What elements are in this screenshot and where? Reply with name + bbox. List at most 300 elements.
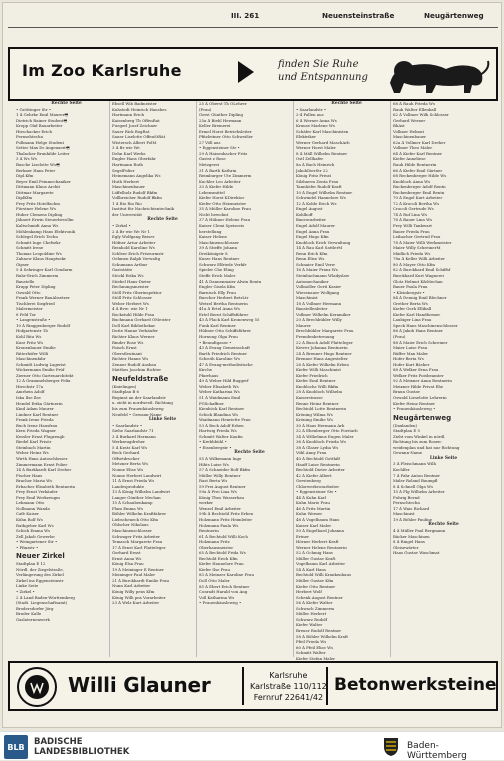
directory-entry: Gerstenberg (296, 478, 321, 484)
directory-entry: 4 ∆ Müller Paul Bergmann (393, 528, 446, 534)
state-name: Baden-Württemberg (407, 741, 467, 761)
directory-entry: 37 ∆ Hübner Helene Frau (199, 217, 251, 223)
directory-entry: Schroth Karoline Ws (199, 356, 240, 362)
directory-entry: 70 ∆ Engel Kurt Arbeiter (393, 195, 443, 201)
directory-entry: Brachor Maria Ws (16, 478, 53, 484)
directory-entry: Hirschstr 17a (16, 383, 44, 389)
directory-entry: 54 ∆ Karl Hans (296, 566, 326, 572)
directory-entry: Matthes Joachim Richter (112, 367, 162, 373)
directory-entry: 36 ∆ Knobloch Frieda Ws (296, 439, 347, 445)
directory-entry: Müller Gustav Kraft (296, 555, 336, 561)
directory-entry: Frank Werner BauAbsetzer (16, 295, 70, 301)
directory-entry: Oberstleutnant (112, 350, 142, 356)
directory-entry: Zimmermann Ernst Polier (16, 461, 68, 467)
directory-entry: Kiefer Gerh Elliball (393, 306, 432, 312)
directory-entry: Stiebel Hans-Dieter (112, 278, 151, 284)
directory-entry: Kröning Emilie Ws (296, 417, 333, 423)
directory-entry: Bäcker Maschinen (393, 533, 430, 539)
directory-entry: Welker Fritz Postbeamter (393, 372, 444, 378)
directory-entry: Maler Roland Baumpfl (393, 478, 438, 484)
ad-slogan-line1: finden Sie Ruhe (278, 59, 359, 70)
directory-entry: 28 ∆ Knobloch Wilhelm (296, 389, 343, 395)
directory-entry: Setter Max Dr Augenarzt🖷 (16, 145, 70, 151)
directory-entry: König Elsa Frau (112, 561, 144, 567)
directory-entry: Ritterhöfer Willi (16, 350, 49, 356)
directory-entry: 74 ∆ Ruf Lina Ws (393, 211, 428, 217)
directory-entry: Bechtold Lotte Rentnerin (296, 406, 347, 412)
ad-slogan (278, 58, 368, 84)
street-to: Neugärtenweg (424, 11, 484, 20)
directory-entry: Breuer Rudolf Rentner (296, 627, 342, 633)
directory-entry: Lindner Karl Rentner (16, 411, 59, 417)
directory-entry: Brodersdorfer Jörg (16, 605, 54, 611)
directory-entry: Baustelle (16, 278, 35, 284)
directory-entry: Laubiger Lina Frau (393, 317, 432, 323)
directory-entry: Kiefer Karl Handformer (393, 311, 441, 317)
directory-entry: Schlegel Erich Techn (16, 234, 58, 240)
directory-entry: Kurze Hans Rentner (199, 256, 240, 262)
directory-entry: Beginnt an der Saarlandstr (112, 394, 166, 400)
directory-entry: Ruckenberger Emil Rentn (393, 189, 445, 195)
directory-entry: 86 ∆ Jakob Hans Rentner (393, 328, 443, 334)
directory-entry: 20 ∆ Brechbühler Willy (296, 317, 342, 323)
directory-entry: 41a ∆ Ertel Anna Ws (199, 306, 240, 312)
directory-entry: Stöll Fritz Schlosser (112, 295, 153, 301)
directory-entry: • Saarlandstr • (112, 422, 143, 428)
directory-entry: 1 ∆ Gehrke Emil Maurer🖷 (16, 112, 69, 118)
directory-entry: der Universität (112, 211, 142, 217)
directory-entry: Barth Friedrich Rentner (199, 350, 247, 356)
directory-entry: Iska Ilse Ilse (16, 394, 41, 400)
directory-entry: Hauff Luise Rentnerin (296, 461, 340, 467)
directory-entry: Dipl.Kfm (16, 173, 34, 179)
directory-entry: 23 ∆ Welz Kurt Arbeiter (112, 600, 160, 606)
directory-entry: Kaiser Karl Maler (296, 522, 332, 528)
directory-entry: Malermeister (16, 306, 43, 312)
directory-entry: Fischer Hans (16, 472, 43, 478)
directory-entry: Höfner Artur Arbeiter (112, 239, 156, 245)
directory-entry: • Saarlandstr • (296, 106, 327, 112)
directory-entry: Wirth Hans Autoschlosser (16, 456, 68, 461)
directory-entry: Knobloch Anna Ws (393, 178, 431, 184)
directory-entry: 57 ∆ Schneider Rolf Bkfm (199, 467, 250, 473)
directory-entry: Gastst z Rose (199, 156, 226, 162)
directory-entry: SegelPolier (112, 167, 135, 173)
directory-entry: Fuhrig Bernd (393, 494, 420, 500)
directory-entry: Conradt Harald von Ang (199, 589, 248, 595)
side-heading: Linke Seite (429, 455, 458, 461)
directory-entry: 11 ∆ Ernst Frieda Ws (112, 478, 155, 484)
directory-entry: Keller Bremerei (199, 123, 231, 129)
directory-entry: Steffe Erich Maler (199, 272, 236, 278)
directory-entry: 58 ∆ Böhler Wilhelm Kraft (296, 633, 348, 639)
directory-entry: 13 ∆ König Wilhelm Landwirt (112, 489, 171, 495)
directory-entry: Bechtold Dieter Arbeiter (296, 467, 345, 473)
directory-entry: Schmitt Walter (296, 650, 326, 656)
directory-entry: • Zirkel • (112, 223, 131, 229)
directory-entry: Buchmann Gerhard OMeister (112, 317, 171, 323)
blb-logo[interactable]: BLB (4, 735, 28, 759)
directory-entry: 76 ∆ Bauer Lina Ws (393, 217, 433, 223)
column-1 (16, 101, 117, 657)
directory-entry: Gleisewärter (393, 544, 419, 550)
directory-entry: Engel Hugo Kfm (296, 234, 329, 240)
directory-entry: Brechbühler Margarete Frau (296, 328, 354, 334)
directory-entry: Huth Herbert (112, 178, 139, 184)
directory-entry: 60 ∆ Pfeil Elise Ws (296, 644, 334, 650)
directory-entry: Vollbreicher Rudolf Bkfm (112, 195, 162, 201)
document-page (2, 2, 502, 728)
column-divider (109, 101, 110, 657)
directory-entry: 32 ∆ Ehenberger Otto Forstarb (296, 428, 358, 434)
directory-entry: • Eggensteiner Str • (296, 489, 337, 495)
directory-entry: Speck Hans Maschinenschlosser (393, 322, 458, 328)
directory-entry: (Stadt. Liegenschaftsamt) (16, 600, 68, 606)
directory-entry: Stöll Fritz Oberinspektor (112, 289, 162, 295)
directory-entry: • Eggensteiner Str • (199, 145, 240, 151)
directory-entry: Dreikönigstr 8 (199, 250, 228, 256)
directory-entry: Riedel Karl Frisör (16, 439, 52, 445)
directory-entry: Crocoli Gertrude Ws (393, 206, 434, 212)
directory-entry: Haas Gustav Waschmat (393, 550, 440, 556)
directory-entry: Waidmann Henriette Frau (199, 417, 251, 423)
directory-entry: Stadtplan E 5 (393, 428, 420, 434)
directory-entry: Kessler Ernst Flugzeugb (16, 433, 65, 439)
directory-entry: Baustellenleiter (296, 306, 328, 312)
directory-entry: Sauer Rick BogRat (112, 128, 150, 134)
directory-entry: Leibacher Gertrud Frau (393, 234, 441, 240)
directory-entry: Stöckl Erika Ws (112, 272, 144, 278)
directory-entry: Flam Emma Ws (112, 505, 143, 511)
street-heading: Neugärtenweg (393, 413, 452, 422)
directory-entry: Vogelbaum Karl Arbeiter (296, 561, 346, 567)
directory-entry: Meixner Hilde Privat Ehe (393, 383, 444, 389)
directory-entry: 83 ∆ Meinzer Karoline Frau (199, 572, 254, 578)
directory-entry: Kiefer Otto Rentner (296, 583, 336, 589)
directory-entry: 27 Völl aus (199, 139, 221, 145)
directory-entry: Verlängerung des Zirkel (16, 572, 64, 578)
directory-entry: Kaiser Helene (199, 234, 227, 240)
directory-entry: BhAst (393, 123, 405, 129)
directory-entry: • Beundtgasse • (199, 339, 232, 345)
directory-entry: • Zirkel • (16, 589, 35, 595)
directory-entry: Kronenbauer Emilie (16, 345, 56, 351)
directory-entry: 29 ∆ Haisenbacher Fritz (199, 150, 248, 156)
directory-entry: Kaiser Clemi Speiseeis (199, 223, 245, 229)
street-from: Neuensteinstraße (322, 11, 395, 20)
directory-entry: 33 ∆ Kiefer Hilde (199, 184, 234, 190)
directory-entry: 59b ∆ Bechtold Fritz Erben (199, 511, 254, 517)
directory-entry: • Gröttinger Str • (16, 106, 52, 112)
directory-entry: Dittmar Margarete (16, 189, 54, 195)
directory-entry: Liebscheneck Otto Kfm (112, 516, 159, 522)
directory-entry: Schmitt Walter Kaufm (199, 433, 243, 439)
directory-entry: Metzner Berta Ws (112, 461, 148, 467)
directory-entry: Kiefer Heinz Rentner (393, 400, 435, 406)
directory-entry: Bechtold Willi Krankenhaus (296, 572, 351, 578)
directory-entry: 50 ∆ Engelhard Johanna (296, 528, 344, 534)
directory-entry: Kohl Rita Ws (16, 333, 42, 339)
directory-entry: Holzmann Fritz Heimleiter (199, 517, 253, 523)
directory-entry: Landesprodukte (112, 483, 145, 489)
directory-entry: Beck Gerhard (112, 450, 140, 456)
directory-entry: Fremdenbetreuung (296, 333, 335, 339)
directory-entry: Maier Luise Frau (393, 345, 428, 351)
directory-entry: 56 ∆ Kiefer Walter (296, 600, 333, 606)
directory-entry: Vollmer Theo Maler (393, 145, 433, 151)
directory-entry: Vollmer Wilhelm Keramiker (296, 311, 351, 317)
directory-entry: Oehmen Ralph Verwaltg (112, 256, 161, 262)
directory-entry: Cafè Kaiser (16, 511, 39, 517)
directory-entry: 3 ∆ Fleischmann Wilh (393, 461, 437, 467)
directory-entry: 3 ∆ Ws Ws (16, 156, 37, 162)
directory-entry: 8 ∆ Ringel Hans (393, 539, 425, 545)
directory-entry: Ertner (296, 533, 309, 539)
directory-entry: 92 ∆ Meixner Anna Rentnerin (393, 378, 452, 384)
directory-entry: Renne Heinz Rentner (296, 400, 339, 406)
directory-entry: 2-4 Fallen aus (296, 112, 324, 118)
directory-entry: Maschinenbauer (112, 184, 146, 190)
directory-entry: 51 ∆ Waidmann Emil (199, 394, 241, 400)
directory-entry: Schumann Arthur (112, 261, 148, 267)
directory-entry: Kiefer Emil Rentner (296, 378, 336, 384)
directory-entry: Schwach Zimmerm (296, 605, 335, 611)
directory-entry: Ohlscher Nikolaus (112, 522, 149, 528)
bw-logo[interactable] (383, 737, 498, 761)
side-heading: Rechte Seite (331, 101, 362, 106)
directory-entry: Maschinist (296, 295, 318, 301)
directory-entry: Doll Otto Maler (199, 578, 230, 584)
column-5 (393, 101, 494, 657)
directory-entry: 59a ∆ Frei Lina Ws (199, 489, 237, 495)
directory-entry: Kiefer Anneliese (393, 156, 426, 162)
directory-entry: 43 ∆ Flack Karl Kronenweg 55 (199, 317, 260, 323)
directory-entry: 88 ∆ Maier Erich Schreiner (393, 339, 448, 345)
column-divider (196, 101, 197, 657)
directory-entry: Rauh Hilde Rentnerin (393, 162, 437, 168)
directory-entry: bis zum Frauenhäusleweg (112, 405, 164, 411)
directory-entry: 10 ∆ Engel Wilhelm Rentner (296, 189, 353, 195)
directory-entry: Nördl. der Ziegelstraße, (16, 566, 64, 572)
directory-entry: 52 ∆ Ochmig Hans (296, 550, 333, 556)
directory-entry: Fuegerl Josef Zeichner (112, 123, 158, 129)
directory-entry: Krupp Peter Dipling (16, 284, 56, 290)
directory-entry: (Knielingen) (112, 383, 137, 389)
directory-entry: Werner Helene Rentnerin (296, 544, 347, 550)
directory-entry: 78 ∆ Maier Willi Werkmeister (393, 239, 452, 245)
directory-entry: Kiefer Hannelore Frau (199, 561, 244, 567)
column-divider (390, 101, 391, 657)
directory-entry: Kohlhoff (296, 211, 313, 217)
directory-entry: Steinbach Martin (16, 444, 51, 450)
directory-entry: 2 ∆ Land Baden-Württemberg (16, 594, 75, 600)
column-2 (112, 101, 213, 657)
side-heading: Rechte Seite (428, 522, 459, 528)
directory-entry: Engel Anna Frau (296, 228, 330, 234)
directory-entry: Pfeil Frieda Ws (296, 639, 327, 645)
directory-entry: Wiesenauer Wolfgang (296, 289, 340, 295)
directory-entry: Oswald Otto (16, 289, 41, 295)
directory-entry: Ertel Bernt Schiffsführer (199, 311, 249, 317)
directory-entry: Kiefer Stefan Maler (296, 655, 336, 661)
directory-entry: Schnaier Emil Verw (296, 261, 336, 267)
directory-entry: Mädlich Frieda Ws (393, 250, 431, 256)
library-name (34, 737, 129, 757)
directory-entry: 22 ∆ Busch Adolf Platteleger (296, 339, 353, 345)
directory-entry: Gewann-Name (393, 450, 423, 456)
directory-entry: Dietrich Rainer Student🖷 (16, 117, 68, 123)
directory-entry: Maschinenfabr (16, 356, 46, 362)
directory-entry: 44 ∆ Kuhn Karl (296, 494, 327, 500)
directory-entry: • Krebbbühl • (199, 439, 227, 445)
directory-entry: 61 ∆ Bechtold Willi Koch (199, 533, 248, 539)
directory-entry: Wistersch Albert PolM (112, 139, 157, 145)
directory-entry: Hofer Berta Ws (393, 356, 424, 362)
directory-entry: Kurz Fritz Ws (16, 339, 44, 345)
directory-entry: Rockstuhl Hilde Frau (112, 311, 155, 317)
directory-entry: Kuchler Leo Arbeiter (199, 178, 241, 184)
directory-entry: Schwindel Hannelore Ws (296, 195, 346, 201)
directory-entry: Maier Willy SchreinerM (393, 245, 441, 251)
directory-entry: Schleer Erich Friseurmstr (112, 250, 164, 256)
directory-entry: Vollmer Helmut (393, 128, 425, 134)
directory-entry: 68 ∆ Rauh Frieda Ws (393, 101, 435, 106)
directory-entry: Ermel Horst Betriebsleiter (199, 128, 252, 134)
directory-entry: Lehmann Otto (16, 500, 45, 506)
directory-entry: Jähnert Erwin Steuerbevollm (16, 217, 74, 223)
directory-entry: Kevrer Johanna Rentnerin (296, 345, 348, 351)
directory-entry: Rentnerin (199, 528, 219, 534)
directory-entry: Kiefer Otto Heizmeister (199, 200, 247, 206)
directory-entry: Gerhard Werner (393, 117, 426, 123)
directory-entry: 18 ∆ Vollmer Hermann (296, 300, 342, 306)
company-street: Karlstraße 110/112 (250, 682, 327, 691)
directory-entry: Pfitzleitner Otto Schweißer (199, 134, 253, 140)
directory-entry: 41 ∆ Dannenmaier Alwin Rentn (199, 278, 262, 284)
directory-entry: 8 ∆ Schnell Olga Ws (393, 483, 434, 489)
directory-entry: Buecher Herbert BetrLtr (199, 295, 249, 301)
directory-entry: Renn Erich Kfm (296, 250, 328, 256)
directory-entry: 25a ∆ Biehl Hermann (199, 117, 242, 123)
directory-entry: Zenner Rudolf Ausbau (112, 361, 157, 367)
directory-entry: Kern Frieda Wagner (16, 428, 56, 434)
page-header (3, 3, 503, 29)
directory-entry: 17 ∆ Wais Richard (393, 505, 430, 511)
directory-entry: Holzmann Paula Ws (199, 522, 239, 528)
directory-entry: Braun Gustav (393, 389, 420, 395)
directory-entry: König Willi pns Vorarbeiter (112, 594, 166, 600)
directory-entry: 78a ∆ Keller Willi Arbeiter (393, 256, 446, 262)
directory-entry: Linke Seite (16, 583, 39, 589)
column-4 (296, 101, 397, 661)
directory-entry: Stadtplan B 6 (112, 389, 139, 395)
ad-slogan-line2: und Entspannung (278, 72, 368, 83)
company-phone: Fernruf 22641/42 (253, 693, 324, 702)
directory-entry: 12 ∆ Kohle Erich Ws (296, 200, 337, 206)
directory-entry: 88 ∆ Welker Erna Frau (393, 367, 439, 373)
directory-entry: Kuhn Marie Frau (296, 500, 330, 506)
directory-entry: Kaltschmidt Anna Ws (16, 223, 59, 229)
directory-entry: Schick Emma Ws (16, 528, 51, 534)
directory-entry: 12 ∆ Grammelsberger Felix (16, 378, 71, 384)
directory-entry: Rüffer Max Maler (393, 350, 429, 356)
directory-entry: 4 ∆ Bvw: wie Nr 1 (112, 306, 148, 312)
directory-entry: Frey Fritz Hotelfachm (16, 200, 60, 206)
directory-entry: Rechnungsmeister (112, 284, 149, 290)
directory-entry: (Frau) (199, 106, 212, 112)
directory-entry: Weber Herbert Ws (112, 300, 149, 306)
directory-entry: Hornung Olga Frau (199, 333, 238, 339)
directory-entry: Faisch Ernst (112, 345, 137, 351)
directory-entry: 65 ∆ Bechtold Frida Ws (199, 550, 246, 556)
directory-entry: • Eisenbergstr • (199, 444, 232, 450)
directory-entry: Spieler Che Eling (199, 267, 234, 273)
directory-entry: Institut für Nachrichtentechnik (112, 206, 174, 212)
directory-entry: Steinbachmann Wladyslaw (296, 272, 350, 278)
directory-entry: DiplKfm (16, 195, 33, 201)
directory-entry: Rast Berta Ws (199, 478, 228, 484)
directory-entry: Schenk August Rentner (296, 594, 343, 600)
directory-entry: herstellung (199, 228, 222, 234)
directory-entry: Pfarrhaus (199, 372, 219, 378)
directory-entry: Hartmann Ruth (112, 162, 143, 168)
directory-entry: Hübner Otto Schiffsführer (199, 328, 252, 334)
directory-entry: Kienböck Karl Rentner (199, 406, 245, 412)
directory-entry: Bauvorarbeiter (296, 217, 327, 223)
directory-entry: Nunn Karl Arbeiter (112, 583, 151, 589)
directory-entry: Doll Karl Bibliothekar (112, 322, 156, 328)
directory-entry: Dehn Karl Werks (112, 150, 146, 156)
directory-entry: 15 ∆ Flg Wilhelm Arbeiter (393, 489, 445, 495)
directory-entry: Fürstner Helene Ws (16, 206, 56, 212)
directory-entry: Ebsell Wib Badmeister (112, 101, 157, 106)
directory-entry: Werner Horst Maler (296, 145, 336, 151)
directory-entry: Oswald Lieselotte Lehrerin (393, 394, 447, 400)
directory-entry: 31 ∆ Barth Kathrin (199, 167, 237, 173)
ad-divider (326, 667, 328, 705)
directory-entry: Weber Katharina Ws (199, 389, 240, 395)
ad-divider (242, 667, 244, 705)
directory-entry: Kirche (199, 367, 212, 373)
library-name-line2: LANDESBIBLIOTHEK (34, 747, 130, 757)
directory-entry: Thalacker Brunhilde Leiter (16, 150, 70, 156)
directory-entry: Heinemann Angelika Ws (112, 173, 161, 179)
ad-title: Im Zoo Karlsruhe (22, 61, 182, 80)
directory-entry: Kiefer Walter (296, 622, 323, 628)
directory-entry: Renn Elise Ws (296, 256, 325, 262)
directory-entry: Löffelholz Rudolf Bkfm (112, 189, 158, 195)
directory-entry: • Frauenhäusleweg • (393, 406, 436, 412)
directory-entry: Gerst Günther Dipling (199, 112, 243, 118)
directory-entry: Egly Wolfgang Beiser (112, 234, 155, 240)
directory-entry: Brenner Hans Angestelter (296, 356, 348, 362)
directory-entry: 35 ∆ Müller Karoline Frau (199, 206, 251, 212)
directory-entry: 85 ∆ Ebert Erich Rentner (199, 583, 250, 589)
directory-entry: 14 ∆ Rau Karl SattlerM (296, 245, 343, 251)
side-heading: Linke Seite (148, 417, 177, 423)
directory-entry: Rauh Walter Ellenball (393, 106, 437, 112)
directory-entry: Stadtplan E 12 (16, 561, 46, 567)
directory-entry: 17 ∆ Ernst Karl Platteleger (112, 544, 166, 550)
directory-entry: Zahnow Klaus Hauptsekr (16, 256, 66, 262)
library-name-line1: BADISCHE (34, 737, 83, 747)
directory-entry: Zieht vom Winkel in nördl. (393, 433, 446, 439)
directory-entry: Kröning Wilma Ws (296, 411, 333, 417)
directory-entry: Dutte Hanne Verkäufer (112, 328, 158, 334)
directory-entry: 8 Feld Tor (16, 311, 36, 317)
directory-entry: Böhler Wilhelm Kraftfahrer (112, 511, 167, 517)
directory-entry: 6 ∆ Werner Anna Ws (296, 117, 337, 123)
